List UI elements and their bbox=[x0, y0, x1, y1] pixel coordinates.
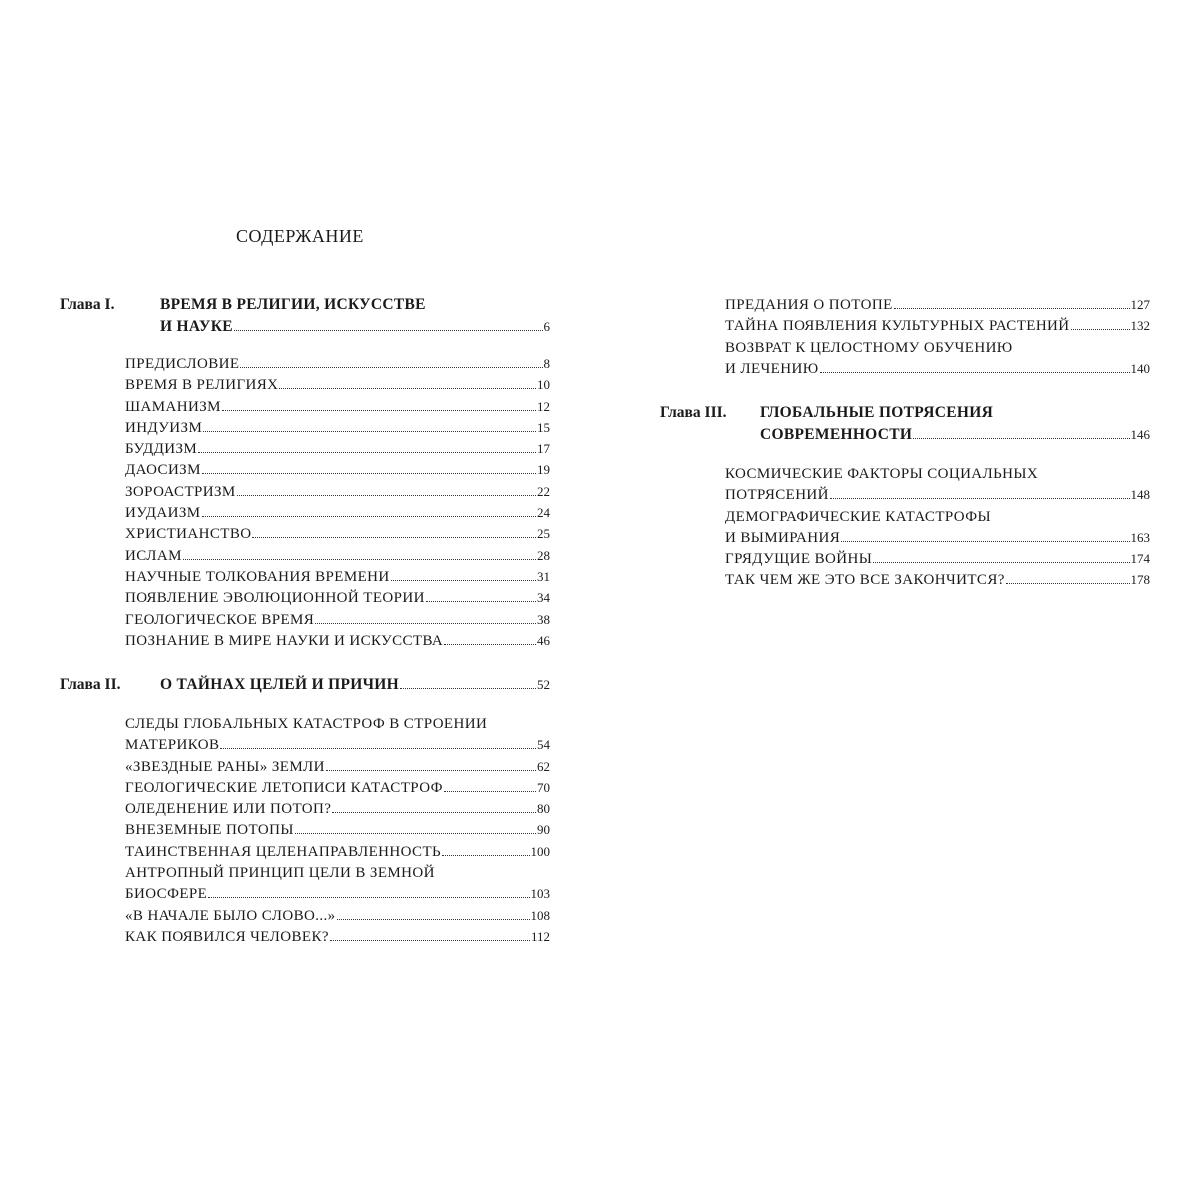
chapter-title-text: СОВРЕМЕННОСТИ bbox=[760, 426, 913, 443]
toc-entry[interactable] bbox=[125, 886, 550, 907]
toc-entry[interactable] bbox=[125, 356, 550, 377]
entry-list bbox=[725, 297, 1150, 382]
leader-dots bbox=[295, 833, 536, 834]
toc-entry-text: ИСЛАМ bbox=[125, 547, 182, 564]
page-number: 52 bbox=[537, 677, 550, 692]
toc-entry[interactable] bbox=[125, 590, 550, 611]
page-number: 25 bbox=[537, 526, 550, 542]
toc-entry-text: ОЛЕДЕНЕНИЕ ИЛИ ПОТОП? bbox=[125, 801, 332, 818]
toc-entry-text: НАУЧНЫЕ ТОЛКОВАНИЯ ВРЕМЕНИ bbox=[125, 568, 390, 585]
toc-entry-text: ГЕОЛОГИЧЕСКОЕ ВРЕМЯ bbox=[125, 611, 315, 628]
page-number: 100 bbox=[530, 843, 550, 859]
page-number: 19 bbox=[537, 462, 550, 478]
chapter-title-line2[interactable] bbox=[760, 426, 1150, 448]
toc-entry-text: КАК ПОЯВИЛСЯ ЧЕЛОВЕК? bbox=[125, 928, 329, 945]
page-number: 10 bbox=[537, 377, 550, 393]
leader-dots bbox=[203, 431, 536, 432]
page-number: 112 bbox=[530, 928, 550, 944]
page-number: 148 bbox=[1130, 487, 1150, 503]
toc-entry[interactable] bbox=[125, 441, 550, 462]
leader-dots bbox=[894, 308, 1130, 309]
chapter-title-text: ГЛОБАЛЬНЫЕ ПОТРЯСЕНИЯ bbox=[760, 404, 994, 421]
toc-entry-text: МАТЕРИКОВ bbox=[125, 737, 220, 754]
toc-entry[interactable] bbox=[125, 633, 550, 654]
leader-dots bbox=[220, 748, 536, 749]
chapter-title-text: О ТАЙНАХ ЦЕЛЕЙ И ПРИЧИН bbox=[160, 676, 399, 693]
leader-dots bbox=[222, 410, 536, 411]
leader-dots bbox=[202, 516, 537, 517]
toc-title: СОДЕРЖАНИЕ bbox=[236, 226, 364, 246]
leader-dots bbox=[913, 438, 1129, 439]
toc-entry[interactable] bbox=[125, 462, 550, 483]
leader-dots bbox=[234, 330, 543, 331]
toc-entry[interactable] bbox=[125, 377, 550, 398]
toc-entry[interactable] bbox=[125, 548, 550, 569]
toc-entry[interactable] bbox=[725, 361, 1150, 382]
leader-dots bbox=[841, 541, 1129, 542]
chapter-title-line1 bbox=[760, 404, 1150, 426]
leader-dots bbox=[252, 537, 536, 538]
page-number: 146 bbox=[1130, 427, 1150, 442]
leader-dots bbox=[391, 580, 536, 581]
toc-entry-text: ИНДУИЗМ bbox=[125, 419, 203, 436]
toc-entry[interactable] bbox=[125, 908, 550, 929]
toc-entry[interactable] bbox=[125, 399, 550, 420]
toc-entry[interactable] bbox=[125, 420, 550, 441]
leader-dots bbox=[332, 812, 536, 813]
page-number: 132 bbox=[1130, 318, 1150, 334]
chapter-title-text: И НАУКЕ bbox=[160, 318, 233, 335]
toc-entry-text: И ВЫМИРАНИЯ bbox=[725, 529, 841, 546]
toc-entry-text: БУДДИЗМ bbox=[125, 441, 198, 458]
page-number: 62 bbox=[537, 758, 550, 774]
toc-entry[interactable] bbox=[725, 340, 1150, 361]
chapter-label: Глава II. bbox=[60, 676, 121, 693]
leader-dots bbox=[444, 791, 536, 792]
chapter-title-text: ВРЕМЯ В РЕЛИГИИ, ИСКУССТВЕ bbox=[160, 296, 426, 313]
chapter-title-line2[interactable] bbox=[160, 318, 550, 340]
toc-entry[interactable] bbox=[125, 526, 550, 547]
toc-entry[interactable] bbox=[125, 505, 550, 526]
leader-dots bbox=[208, 897, 529, 898]
page-number: 28 bbox=[537, 547, 550, 563]
toc-entry[interactable] bbox=[725, 509, 1150, 530]
toc-entry[interactable] bbox=[725, 551, 1150, 572]
toc-entry[interactable] bbox=[725, 318, 1150, 339]
toc-entry-text: ПОТРЯСЕНИЙ bbox=[725, 487, 829, 504]
page-number: 8 bbox=[543, 356, 550, 371]
leader-dots bbox=[1006, 583, 1130, 584]
toc-entry-text: ВРЕМЯ В РЕЛИГИЯХ bbox=[125, 377, 279, 394]
leader-dots bbox=[183, 559, 536, 560]
leader-dots bbox=[830, 498, 1130, 499]
toc-entry-text: И ЛЕЧЕНИЮ bbox=[725, 360, 819, 377]
toc-entry[interactable] bbox=[725, 466, 1150, 487]
toc-entry-text: ЗОРОАСТРИЗМ bbox=[125, 483, 236, 500]
page-number: 108 bbox=[530, 907, 550, 923]
toc-entry[interactable] bbox=[125, 484, 550, 505]
toc-entry-text: «В НАЧАЛЕ БЫЛО СЛОВО...» bbox=[125, 907, 336, 924]
page-number: 163 bbox=[1130, 529, 1150, 545]
page-number: 12 bbox=[537, 398, 550, 414]
page-number: 17 bbox=[537, 441, 550, 457]
entry-list bbox=[725, 466, 1150, 594]
toc-entry-text: ШАМАНИЗМ bbox=[125, 398, 221, 415]
toc-entry[interactable] bbox=[725, 487, 1150, 508]
page-number: 70 bbox=[537, 779, 550, 795]
toc-entry-text: ДАОСИЗМ bbox=[125, 462, 201, 479]
chapter-title-line1[interactable] bbox=[160, 676, 550, 698]
toc-entry[interactable] bbox=[125, 737, 550, 758]
toc-entry[interactable] bbox=[125, 716, 550, 737]
chapter-label: Глава III. bbox=[660, 404, 727, 421]
page-number: 54 bbox=[537, 737, 550, 753]
toc-entry-text: ТАИНСТВЕННАЯ ЦЕЛЕНАПРАВЛЕННОСТЬ bbox=[125, 843, 442, 860]
page-number: 22 bbox=[537, 483, 550, 499]
toc-entry-text: ТАЙНА ПОЯВЛЕНИЯ КУЛЬТУРНЫХ РАСТЕНИЙ bbox=[725, 318, 1070, 335]
page-number: 24 bbox=[537, 505, 550, 521]
toc-entry[interactable] bbox=[725, 530, 1150, 551]
toc-entry-text: СЛЕДЫ ГЛОБАЛЬНЫХ КАТАСТРОФ В СТРОЕНИИ bbox=[125, 716, 488, 732]
toc-entry[interactable] bbox=[725, 572, 1150, 593]
leader-dots bbox=[873, 562, 1129, 563]
page-number: 31 bbox=[537, 568, 550, 584]
leader-dots bbox=[400, 688, 536, 689]
entry-list bbox=[125, 716, 550, 950]
leader-dots bbox=[202, 473, 536, 474]
chapter-label: Глава I. bbox=[60, 296, 115, 313]
page-number: 80 bbox=[537, 801, 550, 817]
toc-entry[interactable] bbox=[725, 297, 1150, 318]
toc-entry-text: ВНЕЗЕМНЫЕ ПОТОПЫ bbox=[125, 822, 294, 839]
toc-entry-text: АНТРОПНЫЙ ПРИНЦИП ЦЕЛИ В ЗЕМНОЙ bbox=[125, 865, 435, 882]
leader-dots bbox=[1071, 329, 1130, 330]
page-number: 15 bbox=[537, 419, 550, 435]
toc-entry-text: ДЕМОГРАФИЧЕСКИЕ КАТАСТРОФЫ bbox=[725, 508, 991, 525]
entry-list bbox=[125, 356, 550, 654]
toc-entry-text: ГЕОЛОГИЧЕСКИЕ ЛЕТОПИСИ КАТАСТРОФ bbox=[125, 779, 443, 796]
toc-entry-text: ГРЯДУЩИЕ ВОЙНЫ bbox=[725, 551, 873, 568]
page-number: 46 bbox=[537, 632, 550, 648]
leader-dots bbox=[315, 623, 536, 624]
toc-entry-text: ХРИСТИАНСТВО bbox=[125, 526, 252, 543]
toc-entry[interactable] bbox=[125, 801, 550, 822]
toc-entry[interactable] bbox=[125, 844, 550, 865]
toc-entry[interactable] bbox=[125, 569, 550, 590]
toc-entry-text: ИУДАИЗМ bbox=[125, 505, 201, 522]
toc-entry-text: БИОСФЕРЕ bbox=[125, 886, 208, 903]
page-number: 90 bbox=[537, 822, 550, 838]
page-number: 103 bbox=[530, 886, 550, 902]
chapter-title-line1 bbox=[160, 296, 550, 318]
leader-dots bbox=[337, 919, 530, 920]
page-number: 127 bbox=[1130, 297, 1150, 312]
leader-dots bbox=[442, 855, 529, 856]
toc-entry[interactable] bbox=[125, 612, 550, 633]
page-number: 178 bbox=[1130, 572, 1150, 588]
toc-entry[interactable] bbox=[125, 759, 550, 780]
leader-dots bbox=[820, 372, 1130, 373]
leader-dots bbox=[198, 452, 536, 453]
page-number: 6 bbox=[543, 319, 550, 334]
toc-entry[interactable] bbox=[125, 822, 550, 843]
page-number: 174 bbox=[1130, 551, 1150, 567]
leader-dots bbox=[237, 495, 536, 496]
leader-dots bbox=[279, 388, 536, 389]
toc-entry-text: «ЗВЕЗДНЫЕ РАНЫ» ЗЕМЛИ bbox=[125, 758, 325, 775]
toc-entry-text: ПОЯВЛЕНИЕ ЭВОЛЮЦИОННОЙ ТЕОРИИ bbox=[125, 590, 425, 607]
toc-entry-text: ВОЗВРАТ К ЦЕЛОСТНОМУ ОБУЧЕНИЮ bbox=[725, 339, 1013, 356]
leader-dots bbox=[326, 770, 536, 771]
toc-entry-text: ПРЕДИСЛОВИЕ bbox=[125, 356, 240, 372]
leader-dots bbox=[240, 367, 542, 368]
leader-dots bbox=[444, 644, 536, 645]
toc-entry-text: ПОЗНАНИЕ В МИРЕ НАУКИ И ИСКУССТВА bbox=[125, 632, 444, 649]
leader-dots bbox=[330, 940, 530, 941]
toc-entry-text: КОСМИЧЕСКИЕ ФАКТОРЫ СОЦИАЛЬНЫХ bbox=[725, 466, 1039, 482]
toc-entry[interactable] bbox=[125, 929, 550, 950]
page-number: 34 bbox=[537, 590, 550, 606]
page-number: 38 bbox=[537, 611, 550, 627]
toc-entry[interactable] bbox=[125, 780, 550, 801]
page-number: 140 bbox=[1130, 360, 1150, 376]
toc-entry-text: ТАК ЧЕМ ЖЕ ЭТО ВСЕ ЗАКОНЧИТСЯ? bbox=[725, 572, 1005, 589]
toc-entry-text: ПРЕДАНИЯ О ПОТОПЕ bbox=[725, 297, 893, 313]
leader-dots bbox=[426, 601, 536, 602]
toc-entry[interactable] bbox=[125, 865, 550, 886]
